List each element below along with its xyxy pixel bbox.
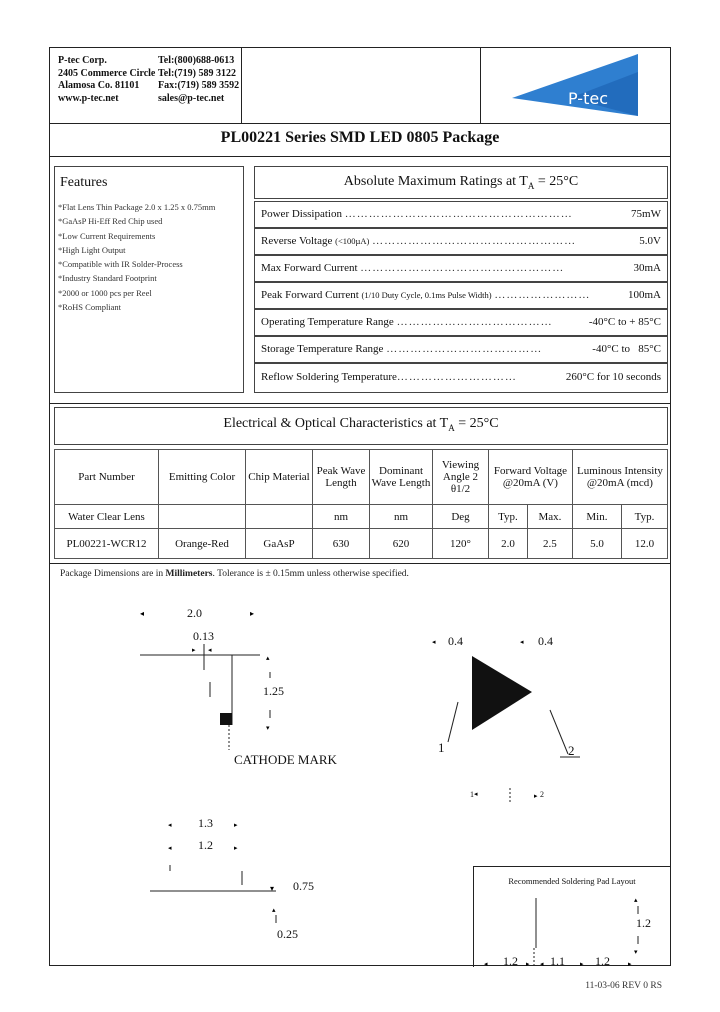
sym-2-label: 2 [540,790,544,799]
abs-max-dots: ………………………………………………… [344,208,573,220]
eo-header-cell: Forward Voltage @20mA (V) [489,450,573,505]
svg-text:▸: ▸ [234,821,238,829]
eo-value-cell: 5.0 [572,529,621,559]
eo-units-cell: Deg [433,505,489,529]
abs-max-value: 75mW [631,208,661,220]
abs-max-label: Reflow Soldering Temperature [261,371,397,383]
svg-text:◂: ◂ [432,638,436,646]
abs-max-value: 260°C for 10 seconds [565,371,661,383]
svg-text:▾: ▾ [270,884,275,893]
svg-text:◂: ◂ [168,821,172,829]
svg-text:▸: ▸ [580,960,584,966]
eo-value-cell: PL00221-WCR12 [55,529,159,559]
feature-item: *High Light Output [58,244,126,255]
svg-text:◂: ◂ [140,609,145,618]
ptec-logo [510,52,640,118]
company-fax: Fax:(719) 589 3592 [158,80,240,91]
feature-item: *GaAsP Hi-Eff Red Chip used [58,216,163,227]
abs-max-label: Operating Temperature Range [261,316,394,328]
eo-value-cell: GaAsP [246,529,313,559]
company-city: Alamosa Co. 81101 [58,80,140,91]
page-title: PL00221 Series SMD LED 0805 Package [220,129,500,146]
pin-2-label: 2 [568,743,575,758]
abs-max-dots: …………………… [494,289,591,301]
company-name: P-tec Corp. [58,55,107,66]
eo-units-cell: Max. [527,505,572,529]
eo-value-cell: 12.0 [621,529,667,559]
abs-max-dots: …………………………………………… [372,235,577,247]
svg-text:◂: ◂ [474,790,478,798]
eo-header-cell: Emitting Color [159,450,246,505]
dims-note-suffix: . Tolerance is ± 0.15mm unless otherwise specified. [212,569,409,579]
abs-max-heading-suffix: = 25°C [534,174,579,189]
svg-text:▾: ▾ [634,948,638,956]
abs-max-row [254,228,668,255]
feature-item: *Flat Lens Thin Package 2.0 x 1.25 x 0.75mm [58,202,216,212]
features-heading: Features [60,175,108,190]
abs-max-value: 5.0V [639,235,661,247]
abs-max-value: 30mA [633,262,661,274]
svg-text:▸: ▸ [234,844,238,852]
abs-max-row [254,363,668,393]
svg-text:◂: ◂ [208,646,212,654]
eo-units-cell [159,505,246,529]
abs-max-label: Storage Temperature Range [261,343,384,355]
abs-max-dots: ………………………………… [396,316,553,328]
abs-max-value: -40°C to 85°C [592,343,661,355]
abs-max-label: Power Dissipation [261,208,342,220]
abs-max-label: Reverse Voltage [261,235,333,247]
eo-header-cell: Peak Wave Length [313,450,370,505]
led-symbol-drawing [430,630,600,810]
logo-text: P-tec [568,89,608,108]
eo-header-cell: Chip Material [246,450,313,505]
eo-value-cell: 120° [433,529,489,559]
company-web[interactable]: www.p-tec.net [58,92,119,104]
svg-text:▴: ▴ [634,896,638,904]
eo-units-cell: nm [370,505,433,529]
feature-item: *RoHS Compliant [58,302,122,313]
dim-0-25: 0.25 [277,927,298,941]
title-divider [49,156,671,157]
eo-heading-suffix: = 25°C [454,416,499,431]
eo-header-cell: Luminous Intensity @20mA (mcd) [572,450,667,505]
eo-units-cell: Typ. [621,505,667,529]
pad-dim-1-2-right: 1.2 [595,954,610,968]
abs-max-row [254,336,668,363]
top-view-drawing [130,600,350,775]
abs-max-heading [254,174,668,191]
eo-header-cell: Viewing Angle 2 θ1/2 [433,450,489,505]
pad-layout-title: Recommended Soldering Pad Layout [508,876,636,886]
eo-value-cell: 620 [370,529,433,559]
feature-item: *Low Current Requirements [58,230,156,241]
abs-max-row [254,282,668,309]
company-address [58,55,155,105]
svg-text:▾: ▾ [266,724,270,732]
dims-note-bold: Millimeters [165,569,213,579]
abs-max-dots: ………………………………… [386,343,543,355]
eo-units-cell: nm [313,505,370,529]
eo-header-cell: Part Number [55,450,159,505]
pad-dim-1-1: 1.1 [550,954,565,968]
svg-text:◂: ◂ [484,960,488,966]
abs-max-dots: …………………………………………… [360,262,565,274]
abs-max-label: Peak Forward Current [261,289,359,301]
feature-item: *2000 or 1000 pcs per Reel [58,287,152,298]
header-divider [49,123,671,124]
eo-value-cell: 2.0 [489,529,528,559]
pad-dim-1-2-vert: 1.2 [636,916,651,930]
company-tel1: Tel:(800)688-0613 [158,55,235,66]
svg-text:▸: ▸ [250,609,255,618]
eo-header-cell: Dominant Wave Length [370,450,433,505]
dims-note [60,569,409,579]
dim-0-4-right: 0.4 [538,634,553,648]
eo-units-row [55,505,668,529]
abs-max-heading-sub: A [527,180,535,191]
pad-dim-1-2-left: 1.2 [503,954,518,968]
abs-max-heading-text: Absolute Maximum Ratings at T [343,174,528,189]
dim-0-13: 0.13 [193,629,214,643]
eo-header-row [55,450,668,505]
abs-max-row [254,201,668,228]
eo-value-cell: 630 [313,529,370,559]
eo-units-cell: Min. [572,505,621,529]
abs-max-note: (<100µA) [335,236,370,246]
feature-item: *Compatible with IR Solder-Process [58,259,183,270]
svg-text:◂: ◂ [540,960,544,966]
eo-value-cell: Orange-Red [159,529,246,559]
eo-divider [49,403,671,404]
dims-note-prefix: Package Dimensions are in [60,569,166,579]
header-col-divider [241,47,242,124]
eo-value-cell: 2.5 [527,529,572,559]
svg-text:▸: ▸ [628,960,632,966]
svg-text:▸: ▸ [526,960,530,966]
abs-max-label: Max Forward Current [261,262,358,274]
svg-text:▴: ▴ [272,906,276,914]
abs-max-row [254,309,668,336]
company-email[interactable]: sales@p-tec.net [158,92,225,104]
eo-heading-text: Electrical & Optical Characteristics at T [223,416,449,431]
dim-1-2: 1.2 [198,838,213,852]
abs-max-row [254,255,668,282]
cathode-mark-label: CATHODE MARK [234,752,337,767]
svg-text:▸: ▸ [192,646,196,654]
company-street: 2405 Commerce Circle [58,67,156,79]
dims-divider [49,563,671,564]
header-col-divider-2 [480,47,481,124]
abs-max-dots: ………………………… [396,371,517,383]
eo-heading [54,416,668,433]
revision-footer: 11-03-06 REV 0 RS [585,981,662,991]
eo-table [54,449,668,559]
company-tel2: Tel:(719) 589 3122 [158,67,236,79]
svg-text:▸: ▸ [534,792,538,800]
pin-1-label: 1 [438,740,445,755]
abs-max-value: -40°C to + 85°C [588,316,661,328]
features-list [58,200,215,314]
svg-text:◂: ◂ [520,638,524,646]
dim-1-3: 1.3 [198,816,213,830]
side-view-drawing [140,815,320,930]
dim-2-0: 2.0 [187,606,202,620]
sym-1-label: 1 [470,790,474,799]
eo-units-cell: Typ. [489,505,528,529]
dim-1-25: 1.25 [263,684,284,698]
svg-text:▴: ▴ [266,654,270,662]
diode-triangle [472,656,532,730]
feature-item: *Industry Standard Footprint [58,273,157,284]
eo-units-cell: Water Clear Lens [55,505,159,529]
abs-max-note: (1/10 Duty Cycle, 0.1ms Pulse Width) [361,290,492,300]
eo-heading-sub: A [448,422,455,433]
eo-value-row [55,529,668,559]
dim-0-75: 0.75 [293,879,314,893]
abs-max-value: 100mA [628,289,661,301]
svg-text:◂: ◂ [168,844,172,852]
eo-units-cell [246,505,313,529]
dim-0-4-left: 0.4 [448,634,463,648]
company-contact [158,55,239,105]
